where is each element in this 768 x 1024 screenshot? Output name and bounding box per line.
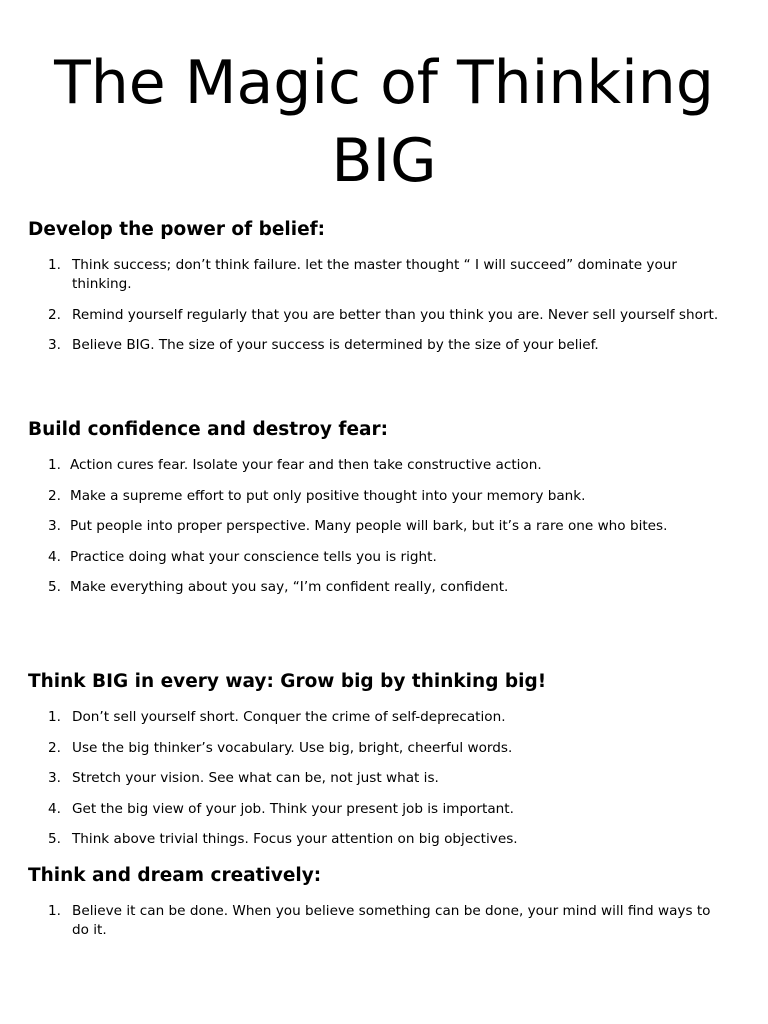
section-dream-creatively (28, 864, 728, 952)
section-heading: Build confidence and destroy fear: (28, 419, 389, 440)
list-text: Action cures fear. Isolate your fear and then take constructive action. (70, 457, 542, 473)
list-number: 3. (48, 518, 61, 534)
list-item (28, 578, 728, 597)
list-item (28, 336, 728, 355)
list-text: Put people into proper perspective. Many people will bark, but it’s a rare one who bites. (70, 518, 668, 534)
title-line-2: BIG (331, 126, 437, 196)
list-text: Practice doing what your conscience tells you is right. (70, 548, 437, 565)
list-text: Stretch your vision. See what can be, not just what is. (72, 770, 439, 786)
list-number: 2. (48, 306, 61, 323)
list-text: Believe BIG. The size of your success is determined by the size of your belief. (72, 337, 599, 353)
numbered-list (28, 256, 728, 355)
list-text: Think above trivial things. Focus your attention on big objectives. (72, 831, 518, 847)
numbered-list (28, 708, 728, 849)
list-text: Think success; don’t think failure. let the master thought “ I will succeed” dominate your thinking. (72, 257, 677, 292)
list-number: 2. (48, 739, 61, 756)
list-item (28, 306, 728, 325)
section-confidence-fear (28, 418, 728, 609)
list-item (28, 256, 728, 294)
list-number: 3. (48, 337, 61, 353)
list-item (28, 902, 728, 940)
list-number: 1. (48, 903, 61, 919)
list-item (28, 739, 728, 758)
list-item (28, 708, 728, 727)
list-number: 2. (48, 487, 61, 504)
list-item (28, 517, 728, 536)
list-text: Don’t sell yourself short. Conquer the crime of self-deprecation. (72, 709, 506, 725)
numbered-list (28, 902, 728, 940)
list-number: 1. (48, 709, 61, 725)
list-item (28, 456, 728, 475)
list-number: 5. (48, 579, 61, 595)
section-power-of-belief (28, 218, 728, 367)
section-heading: Think and dream creatively: (28, 865, 322, 886)
list-item (28, 487, 728, 506)
list-item (28, 800, 728, 819)
section-heading: Develop the power of belief: (28, 219, 326, 240)
list-item (28, 830, 728, 849)
list-text: Use the big thinker’s vocabulary. Use big, bright, cheerful words. (72, 739, 513, 756)
title-line-1: The Magic of Thinking (54, 48, 714, 118)
numbered-list (28, 456, 728, 597)
list-text: Believe it can be done. When you believe something can be done, your mind will find ways to do it. (72, 903, 711, 938)
section-think-big (28, 670, 728, 861)
document-title (0, 44, 768, 200)
list-number: 3. (48, 770, 61, 786)
list-item (28, 769, 728, 788)
list-number: 1. (48, 257, 61, 273)
list-number: 4. (48, 548, 61, 565)
list-number: 1. (48, 457, 61, 473)
list-number: 5. (48, 831, 61, 847)
list-item (28, 548, 728, 567)
list-text: Make everything about you say, “I’m confident really, confident. (70, 579, 509, 595)
section-heading: Think BIG in every way: Grow big by thinking big! (28, 671, 547, 692)
list-text: Get the big view of your job. Think your present job is important. (72, 800, 514, 817)
list-number: 4. (48, 800, 61, 817)
list-text: Make a supreme effort to put only positive thought into your memory bank. (70, 487, 586, 504)
list-text: Remind yourself regularly that you are better than you think you are. Never sell yourself short. (72, 306, 719, 323)
